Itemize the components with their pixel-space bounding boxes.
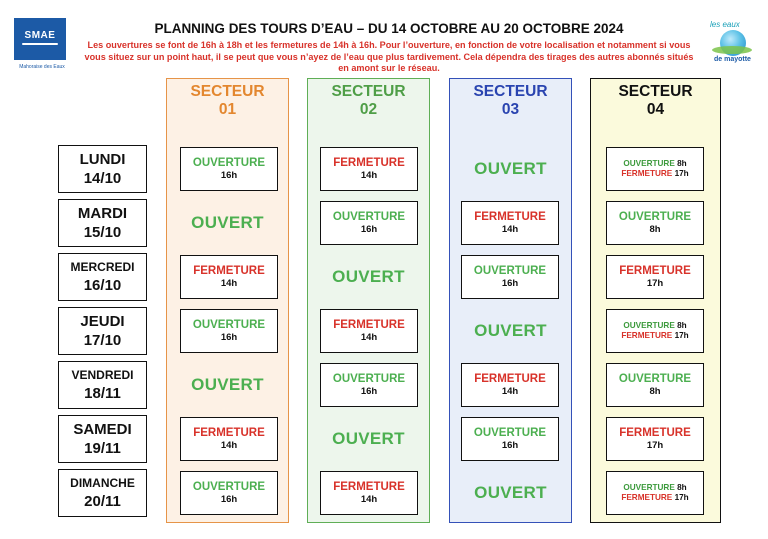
cell-open-close [606, 471, 704, 515]
sector-number: 02 [359, 101, 378, 118]
cell-open-all-day [307, 253, 430, 301]
sector-03-header [450, 83, 571, 119]
closing-label: FERMETURE [621, 169, 673, 178]
opening-label: OUVERTURE [192, 156, 266, 169]
status-open-label: OUVERT [474, 159, 547, 178]
cell-opening [320, 363, 418, 407]
cell-opening [461, 417, 559, 461]
cell-open-close [606, 147, 704, 191]
day-name: LUNDI [79, 151, 126, 168]
opening-time: 16h [220, 331, 238, 343]
day-date: 14/10 [83, 170, 122, 187]
day-date: 20/11 [84, 493, 121, 510]
smae-logo-subtitle: Mahoraise des Eaux [19, 64, 65, 70]
sector-label: SECTEUR [331, 83, 406, 100]
smae-logo [14, 18, 66, 74]
sector-label: SECTEUR [473, 83, 548, 100]
opening-time: 8h [677, 320, 687, 330]
closing-time: 17h [646, 277, 664, 289]
eaux-logo-line1: les eaux [710, 20, 740, 29]
cell-closing [180, 417, 278, 461]
cell-closing [320, 147, 418, 191]
day-name: DIMANCHE [70, 476, 135, 490]
cell-opening [180, 147, 278, 191]
closing-label: FERMETURE [621, 331, 673, 340]
status-open-label: OUVERT [474, 483, 547, 502]
closing-time: 17h [674, 331, 689, 340]
cell-opening [320, 201, 418, 245]
sector-label: SECTEUR [190, 83, 265, 100]
day-name: MARDI [77, 205, 128, 222]
cell-opening [461, 255, 559, 299]
day-name: SAMEDI [73, 421, 132, 438]
closing-label: FERMETURE [333, 318, 405, 331]
cell-closing [606, 417, 704, 461]
opening-time: 8h [677, 482, 687, 492]
status-open-label: OUVERT [191, 213, 264, 232]
cell-opening [180, 471, 278, 515]
status-open-label: OUVERT [191, 375, 264, 394]
closing-label: FERMETURE [619, 426, 691, 439]
day-box [58, 469, 147, 517]
schedule-notice: Les ouvertures se font de 16h à 18h et les fermetures de 14h à 16h. Pour l’ouverture, en fonction de votre localisation et notamment si vous vous situez sur un point haut, il se peut que vous n’ayez de l’eau que plus tardivement. Cela dépendra des tirages des autres abonnés situés en amont sur le réseau. [84, 40, 694, 74]
closing-label: FERMETURE [474, 210, 546, 223]
opening-time: 16h [360, 385, 378, 397]
closing-time: 14h [220, 277, 238, 289]
opening-line [623, 321, 686, 332]
closing-time: 14h [360, 493, 378, 505]
cell-open-all-day [449, 307, 572, 355]
opening-label: OUVERTURE [618, 210, 692, 223]
closing-line [621, 493, 688, 504]
cell-open-all-day [449, 145, 572, 193]
cell-open-all-day [449, 469, 572, 517]
cell-closing [461, 363, 559, 407]
day-date: 16/10 [83, 277, 122, 294]
opening-label: OUVERTURE [473, 264, 547, 277]
status-open-label: OUVERT [474, 321, 547, 340]
day-box [58, 307, 147, 355]
cell-opening [606, 201, 704, 245]
sector-label: SECTEUR [618, 83, 693, 100]
opening-time: 16h [360, 223, 378, 235]
day-box [58, 415, 147, 463]
day-box [58, 199, 147, 247]
cell-closing [461, 201, 559, 245]
opening-time: 16h [501, 277, 519, 289]
day-date: 17/10 [83, 332, 122, 349]
cell-opening [180, 309, 278, 353]
smae-logo-text: SMAE [14, 30, 66, 45]
opening-label: OUVERTURE [192, 480, 266, 493]
status-open-label: OUVERT [332, 429, 405, 448]
closing-label: FERMETURE [193, 426, 265, 439]
page-title: PLANNING DES TOURS D’EAU – DU 14 OCTOBRE AU 20 OCTOBRE 2024 [154, 21, 624, 36]
day-box [58, 145, 147, 193]
sector-02-header [308, 83, 429, 119]
smae-logo-mark [14, 18, 66, 60]
opening-label: OUVERTURE [618, 372, 692, 385]
closing-time: 17h [674, 493, 689, 502]
cell-closing [606, 255, 704, 299]
closing-time: 14h [501, 385, 519, 397]
day-name: MERCREDI [70, 260, 135, 274]
closing-time: 14h [360, 169, 378, 181]
opening-label: OUVERTURE [192, 318, 266, 331]
cell-closing [320, 309, 418, 353]
cell-open-all-day [166, 199, 289, 247]
cell-closing [180, 255, 278, 299]
wave-icon [712, 46, 752, 54]
closing-label: FERMETURE [333, 156, 405, 169]
closing-label: FERMETURE [474, 372, 546, 385]
sector-01-header [167, 83, 288, 119]
closing-label: FERMETURE [619, 264, 691, 277]
closing-time: 14h [220, 439, 238, 451]
closing-label: FERMETURE [621, 493, 673, 502]
sector-number: 01 [218, 101, 237, 118]
closing-time: 14h [501, 223, 519, 235]
sector-number: 03 [501, 101, 520, 118]
cell-open-close [606, 309, 704, 353]
day-name: VENDREDI [71, 368, 134, 382]
opening-line [623, 483, 686, 494]
opening-time: 16h [220, 493, 238, 505]
closing-line [621, 169, 688, 180]
day-box [58, 361, 147, 409]
sector-number: 04 [646, 101, 665, 118]
opening-time: 8h [677, 158, 687, 168]
day-name: JEUDI [80, 313, 125, 330]
opening-time: 16h [220, 169, 238, 181]
opening-time: 16h [501, 439, 519, 451]
eaux-de-mayotte-logo [702, 18, 760, 70]
closing-label: FERMETURE [193, 264, 265, 277]
closing-time: 17h [674, 169, 689, 178]
closing-line [621, 331, 688, 342]
opening-label: OUVERTURE [332, 210, 406, 223]
opening-time: 8h [649, 223, 661, 235]
cell-open-all-day [307, 415, 430, 463]
cell-open-all-day [166, 361, 289, 409]
opening-label: OUVERTURE [332, 372, 406, 385]
closing-time: 14h [360, 331, 378, 343]
opening-label: OUVERTURE [473, 426, 547, 439]
cell-closing [320, 471, 418, 515]
opening-label: OUVERTURE [623, 320, 675, 330]
opening-line [623, 159, 686, 170]
opening-time: 8h [649, 385, 661, 397]
opening-label: OUVERTURE [623, 482, 675, 492]
closing-label: FERMETURE [333, 480, 405, 493]
sector-04-header [591, 83, 720, 119]
status-open-label: OUVERT [332, 267, 405, 286]
opening-label: OUVERTURE [623, 158, 675, 168]
day-date: 15/10 [83, 224, 122, 241]
eaux-logo-line2: de mayotte [714, 56, 751, 63]
day-date: 18/11 [84, 385, 121, 402]
closing-time: 17h [646, 439, 664, 451]
day-box [58, 253, 147, 301]
cell-opening [606, 363, 704, 407]
day-date: 19/11 [84, 440, 121, 457]
